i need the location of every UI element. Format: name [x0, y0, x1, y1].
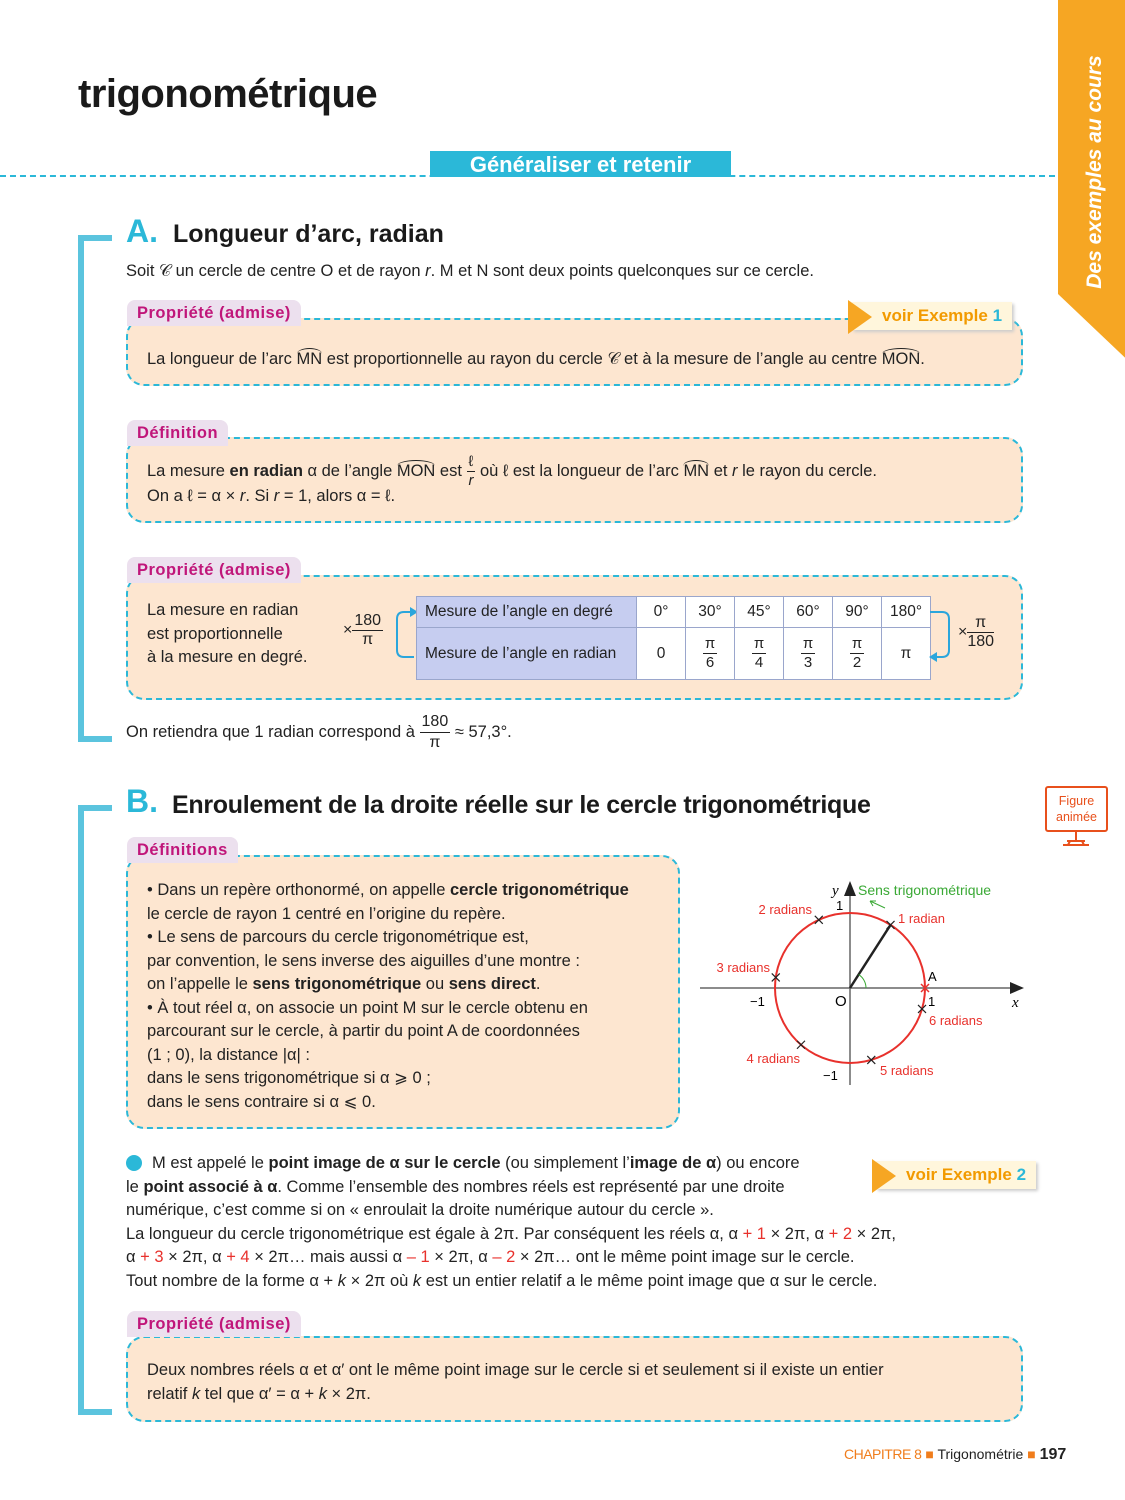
denominator: π	[429, 734, 441, 751]
text: dans le sens trigonométrique si α ⩾ 0 ;	[147, 1069, 431, 1087]
text-line	[147, 1383, 1002, 1407]
see-example-1-link[interactable]	[852, 302, 1012, 330]
text-line	[147, 997, 629, 1021]
text: × 2π… ont le même point image sur le cercle.	[515, 1248, 855, 1266]
text: .	[920, 350, 925, 368]
text: r	[239, 487, 246, 505]
radian-label-3: 3 radians	[716, 960, 770, 975]
text-line	[147, 879, 629, 903]
section-banner: Généraliser et retenir	[430, 151, 731, 177]
radian-mark-1	[887, 921, 895, 929]
page-title: trigonométrique	[78, 72, 378, 116]
property-label: Propriété (admise)	[127, 1311, 301, 1337]
retain-note	[126, 712, 512, 753]
numerator: 180	[354, 612, 382, 629]
text: .	[535, 975, 541, 993]
text: . Comme l’ensemble des nombres réels est représenté par une droite	[277, 1177, 785, 1196]
subject-label: Trigonométrie	[937, 1446, 1024, 1462]
property-label: Propriété (admise)	[127, 300, 301, 326]
x-axis-arrow-icon	[1010, 982, 1024, 994]
text: × 2π, α	[429, 1248, 493, 1266]
text: × 2π où	[346, 1271, 413, 1290]
section-a-intro	[126, 260, 814, 284]
numerator: π	[967, 614, 994, 633]
side-tab-label[interactable]: Des exemples au cours	[1083, 55, 1106, 289]
table-cell: 0	[637, 628, 686, 680]
text-line	[147, 1091, 629, 1115]
definitions-text	[147, 879, 629, 1114]
denominator: r	[468, 472, 474, 489]
text: • Dans un repère orthonormé, on appelle	[147, 881, 450, 899]
text-line	[126, 1152, 861, 1176]
highlight-text: – 1	[406, 1248, 430, 1266]
text: parcourant sur le cercle, à partir du point A de coordonnées	[147, 1022, 580, 1040]
text: • À tout réel α, on associe un point M sur le cercle obtenu en	[147, 998, 588, 1017]
example-number: 1	[992, 306, 1003, 325]
tick-y-neg: −1	[823, 1068, 838, 1083]
text: La mesure	[147, 461, 230, 480]
conversion-table	[416, 596, 931, 680]
table-cell: π	[882, 628, 931, 680]
highlight-text: – 2	[492, 1248, 516, 1266]
animated-figure-button[interactable]	[1045, 786, 1108, 846]
direction-label: Sens trigonométrique	[858, 882, 992, 898]
table-cell: 0°	[637, 597, 686, 628]
text: est	[435, 461, 467, 480]
text: × 2π,	[852, 1224, 897, 1243]
definitions-label: Définitions	[127, 837, 238, 863]
arc-notation: MN	[296, 350, 323, 368]
radian-label-6: 6 radians	[929, 1013, 983, 1028]
section-a-bracket	[78, 235, 112, 742]
point-a-label: A	[928, 969, 937, 984]
text: est proportionnelle au rayon du cercle 𝒞 et à la mesure de l’angle au centre	[322, 350, 882, 368]
text: La longueur du cercle trigonométrique est égale à 2π. Par conséquent les réels α, α	[126, 1224, 743, 1243]
example-label: voir Exemple	[906, 1165, 1012, 1184]
section-a-title: Longueur d’arc, radian	[173, 220, 444, 248]
table-cell: 90°	[833, 597, 882, 628]
text: par convention, le sens inverse des aiguilles d’une montre :	[147, 951, 580, 970]
text: relatif	[147, 1384, 192, 1403]
angle-arc	[859, 975, 866, 988]
table-cell: 60°	[784, 597, 833, 628]
origin-label: O	[835, 993, 847, 1010]
text: La longueur de l’arc	[147, 350, 297, 368]
chapter-label: CHAPITRE 8	[844, 1446, 922, 1462]
radian-label-1: 1 radian	[898, 911, 945, 926]
section-b-letter: B.	[126, 783, 158, 819]
text: = 1, alors α = ℓ.	[279, 487, 396, 505]
animated-figure-label: Figure animée	[1045, 786, 1108, 832]
text: tel que α′ = α +	[200, 1384, 319, 1403]
definition-line-2	[147, 485, 395, 509]
text: (ou simplement l’	[500, 1154, 630, 1172]
radian-label-4: 4 radians	[746, 1051, 800, 1066]
property-1-text	[147, 348, 925, 372]
angle-notation: MON	[881, 350, 921, 368]
trigonometric-circle-figure	[690, 870, 1035, 1095]
text-line	[147, 1020, 629, 1044]
page-number: 197	[1039, 1446, 1067, 1463]
arrow-right-icon	[928, 605, 956, 665]
text: le	[126, 1177, 144, 1196]
table-cell: 30°	[686, 597, 735, 628]
text-line	[126, 1246, 1023, 1270]
text: On a ℓ = α ×	[147, 487, 240, 505]
table-cell: $\frac{\pi}{2}$	[833, 628, 882, 680]
text: × 2π… mais aussi α	[249, 1248, 407, 1266]
numerator: ℓ	[468, 453, 474, 470]
text-line	[147, 973, 629, 997]
table-cell: $\frac{\pi}{4}$	[735, 628, 784, 680]
highlight-text: + 2	[828, 1224, 853, 1243]
highlight-text: + 1	[742, 1224, 766, 1243]
text: r	[425, 262, 431, 280]
x-axis-label: x	[1012, 995, 1019, 1011]
text: r	[732, 461, 738, 480]
text: • Le sens de parcours du cercle trigonométrique est,	[147, 928, 529, 946]
text-line	[147, 1044, 629, 1068]
example-number: 2	[1016, 1165, 1027, 1184]
text: Tout nombre de la forme α +	[126, 1271, 338, 1290]
table-cell: 180°	[882, 597, 931, 628]
property-3	[126, 1311, 1023, 1422]
bold-text: cercle trigonométrique	[449, 881, 629, 899]
text: Deux nombres réels α et α′ ont le même point image sur le cercle si et seulement si il existe un entier	[147, 1361, 884, 1379]
property-label: Propriété (admise)	[127, 557, 301, 583]
section-b-lower	[126, 1152, 1023, 1422]
highlight-text: + 3	[140, 1248, 164, 1266]
text: le cercle de rayon 1 centré en l’origine du repère.	[147, 904, 506, 923]
highlight-text: + 4	[226, 1248, 250, 1266]
table-cell: $\frac{\pi}{6}$	[686, 628, 735, 680]
text-line	[126, 1176, 861, 1200]
text: où ℓ est la longueur de l’arc	[475, 461, 684, 480]
section-a-letter: A.	[126, 213, 158, 249]
text-line	[126, 1270, 1023, 1294]
bold-text: point image de α sur le cercle	[268, 1154, 501, 1172]
footer	[844, 1446, 1066, 1464]
angle-notation: MON	[396, 461, 436, 480]
square-icon: ■	[925, 1446, 934, 1462]
denominator: π	[362, 631, 374, 648]
text: k	[412, 1271, 422, 1290]
table-row	[417, 597, 931, 628]
text: et	[709, 461, 733, 480]
text: (1 ; 0), la distance |α| :	[147, 1045, 311, 1064]
multiply-factor-right	[958, 614, 994, 651]
text: × 2π, α	[765, 1224, 829, 1243]
times-sign: ×	[958, 623, 968, 641]
text: le rayon du cercle.	[737, 461, 877, 480]
text-line	[147, 950, 629, 974]
text: . M et N sont deux points quelconques sur ce cercle.	[430, 262, 814, 280]
bold-text: image de α	[629, 1154, 717, 1172]
text: on l’appelle le	[147, 975, 253, 993]
text: ou	[421, 975, 449, 993]
text: ) ou encore	[716, 1154, 800, 1172]
tick-x-pos: 1	[928, 994, 936, 1009]
text: M est appelé le	[152, 1154, 269, 1172]
point-image-paragraph	[126, 1152, 1023, 1293]
radian-mark-4	[797, 1041, 805, 1049]
row-header: Mesure de l’angle en radian	[417, 628, 637, 680]
tick-x-neg: −1	[750, 994, 765, 1009]
text: r	[273, 487, 280, 505]
text: numérique, c’est comme si on « enroulait la droite numérique autour du cercle ».	[126, 1201, 714, 1219]
square-icon: ■	[1027, 1446, 1036, 1462]
play-triangle-icon	[848, 300, 872, 334]
text: × 2π, α	[163, 1248, 227, 1266]
bold-text: point associé à α	[143, 1177, 278, 1196]
bold-text: sens trigonométrique	[252, 975, 422, 993]
row-header: Mesure de l’angle en degré	[417, 597, 637, 628]
text-line: à la mesure en degré.	[147, 648, 308, 666]
text: k	[318, 1384, 327, 1403]
denominator: 180	[967, 633, 995, 650]
arc-notation: MN	[683, 461, 710, 480]
text: k	[337, 1271, 347, 1290]
section-b-bracket	[78, 805, 112, 1415]
text-line	[147, 926, 629, 950]
table-cell: $\frac{\pi}{3}$	[784, 628, 833, 680]
property-box-3	[126, 1336, 1023, 1422]
text-line	[126, 1223, 1023, 1247]
text: dans le sens contraire si α ⩽ 0.	[147, 1092, 376, 1111]
radian-label-2: 2 radians	[758, 902, 812, 917]
text: Soit 𝒞 un cercle de centre O et de rayon	[126, 262, 426, 280]
text: α de l’angle	[302, 461, 397, 480]
text: α	[126, 1248, 141, 1266]
tick-y-pos: 1	[836, 898, 844, 913]
table-cell: 45°	[735, 597, 784, 628]
numerator: 180	[420, 712, 451, 733]
text-line	[147, 903, 629, 927]
property-2-text	[147, 599, 308, 670]
bold-text: sens direct	[448, 975, 536, 993]
text: On retiendra que 1 radian correspond à	[126, 722, 415, 741]
y-axis-label: y	[832, 883, 839, 899]
table-row	[417, 628, 931, 680]
text-line	[147, 1067, 629, 1091]
text: × 2π.	[326, 1384, 371, 1403]
text: k	[191, 1384, 201, 1403]
radian-mark-2	[815, 916, 823, 924]
radius-segment	[850, 925, 891, 988]
multiply-factor-left	[343, 612, 383, 649]
direction-arrow-icon	[870, 901, 885, 908]
y-axis-arrow-icon	[844, 881, 856, 896]
section-b-title: Enroulement de la droite réelle sur le cercle trigonométrique	[172, 791, 871, 819]
times-sign: ×	[343, 621, 353, 639]
radian-label-5: 5 radians	[880, 1063, 934, 1078]
text: est un entier relatif a le même point image que α sur le cercle.	[421, 1271, 878, 1290]
example-label: voir Exemple	[882, 306, 988, 325]
text-line	[147, 1359, 1002, 1383]
text: ≈ 57,3°.	[454, 722, 512, 741]
text-line	[126, 1199, 861, 1223]
text-line: La mesure en radian	[147, 601, 299, 619]
text-line: est proportionnelle	[147, 624, 283, 643]
monitor-stand-icon	[1045, 832, 1108, 846]
bold-text: en radian	[229, 461, 303, 480]
text: . Si	[245, 487, 274, 505]
definition-label: Définition	[127, 420, 228, 446]
